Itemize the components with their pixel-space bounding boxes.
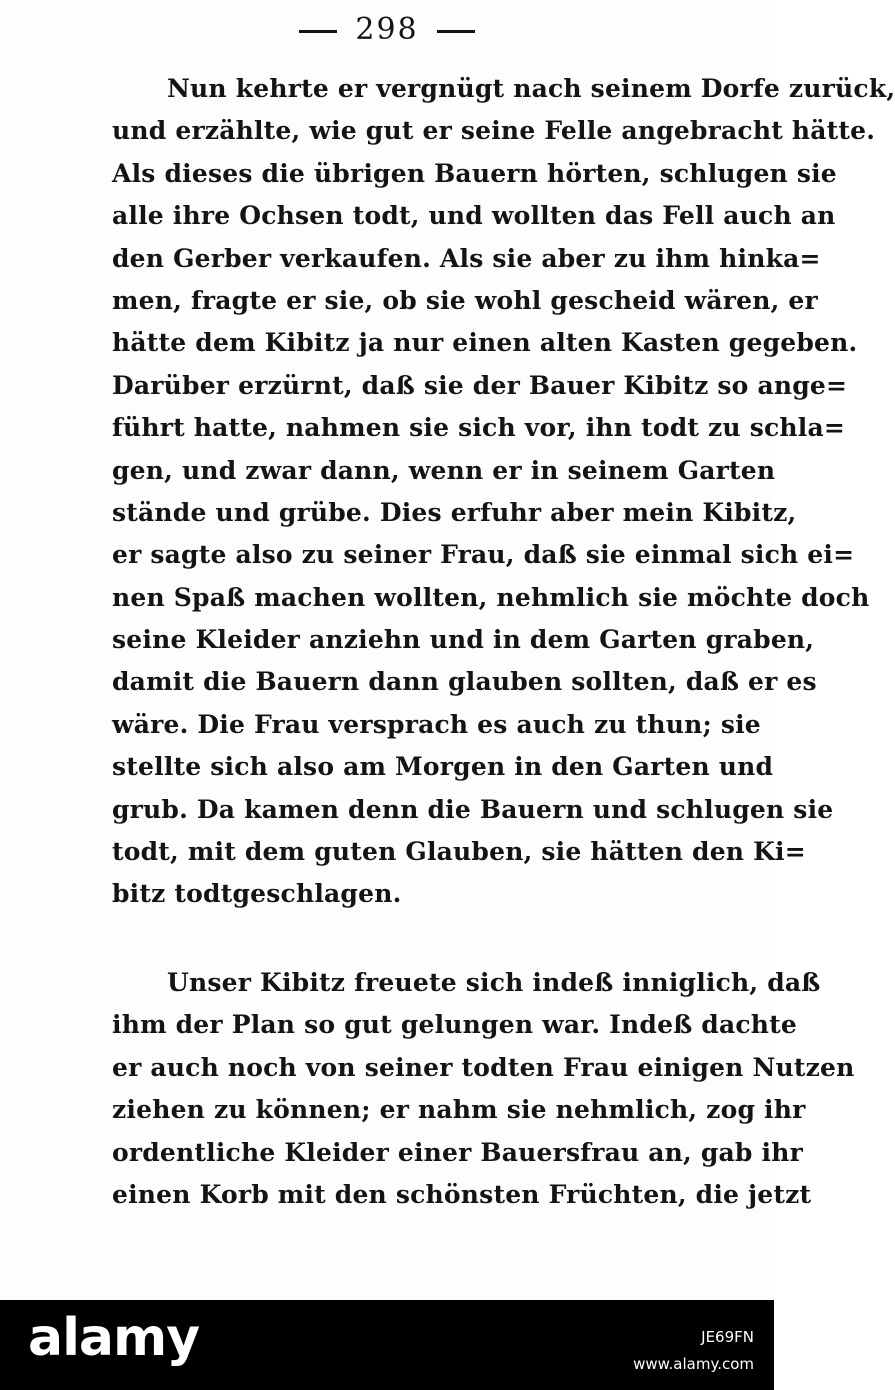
text-line: ihm der Plan so gut gelungen war. Indeß dachte <box>112 1010 798 1040</box>
text-line: Nun kehrte er vergnügt nach seinem Dorfe zurück, <box>167 74 895 103</box>
text-line: damit die Bauern dann glauben sollten, daß er es <box>112 667 817 697</box>
text-line: nen Spaß machen wollten, nehmlich sie möchte doch <box>112 582 870 612</box>
image-code: JE69FN <box>701 1328 754 1346</box>
watermark-banner <box>0 1300 774 1390</box>
watermark-logo: alamy <box>28 1308 200 1368</box>
paragraph-2 <box>112 962 855 1216</box>
text-line: wäre. Die Frau versprach es auch zu thun; sie <box>112 709 761 739</box>
right-dash <box>437 30 475 33</box>
text-line: den Gerber verkaufen. Als sie aber zu ihm hinka= <box>112 243 821 273</box>
text-line: seine Kleider anziehn und in dem Garten graben, <box>112 625 815 655</box>
left-dash <box>299 30 337 33</box>
text-line: er sagte also zu seiner Frau, daß sie einmal sich ei= <box>112 540 855 570</box>
page-number: 298 <box>355 12 419 47</box>
text-line: alle ihre Ochsen todt, und wollten das Fell auch an <box>112 201 836 231</box>
text-line: Als dieses die übrigen Bauern hörten, schlugen sie <box>112 158 837 188</box>
text-line: stellte sich also am Morgen in den Garten und <box>112 752 774 782</box>
text-line: men, fragte er sie, ob sie wohl gescheid wären, er <box>112 285 818 315</box>
text-line: Unser Kibitz freuete sich indeß inniglich, daß <box>167 968 821 997</box>
text-line: einen Korb mit den schönsten Früchten, die jetzt <box>112 1179 812 1209</box>
text-line: ziehen zu können; er nahm sie nehmlich, zog ihr <box>112 1095 806 1125</box>
text-line: gen, und zwar dann, wenn er in seinem Garten <box>112 455 776 485</box>
text-line: grub. Da kamen denn die Bauern und schlugen sie <box>112 794 834 824</box>
text-line: stände und grübe. Dies erfuhr aber mein Kibitz, <box>112 497 797 527</box>
watermark-url: www.alamy.com <box>633 1355 754 1373</box>
text-line: todt, mit dem guten Glauben, sie hätten den Ki= <box>112 837 806 867</box>
text-line: führt hatte, nahmen sie sich vor, ihn todt zu schla= <box>112 413 846 443</box>
text-line: er auch noch von seiner todten Frau einigen Nutzen <box>112 1052 855 1082</box>
text-line: bitz todtgeschlagen. <box>112 879 402 909</box>
text-line: ordentliche Kleider einer Bauersfrau an, gab ihr <box>112 1137 803 1167</box>
page-number-header <box>0 12 774 47</box>
text-line: hätte dem Kibitz ja nur einen alten Kasten gegeben. <box>112 328 858 358</box>
paragraph-1 <box>112 68 895 916</box>
text-line: und erzählte, wie gut er seine Felle angebracht hätte. <box>112 116 876 146</box>
text-line: Darüber erzürnt, daß sie der Bauer Kibitz so ange= <box>112 370 848 400</box>
